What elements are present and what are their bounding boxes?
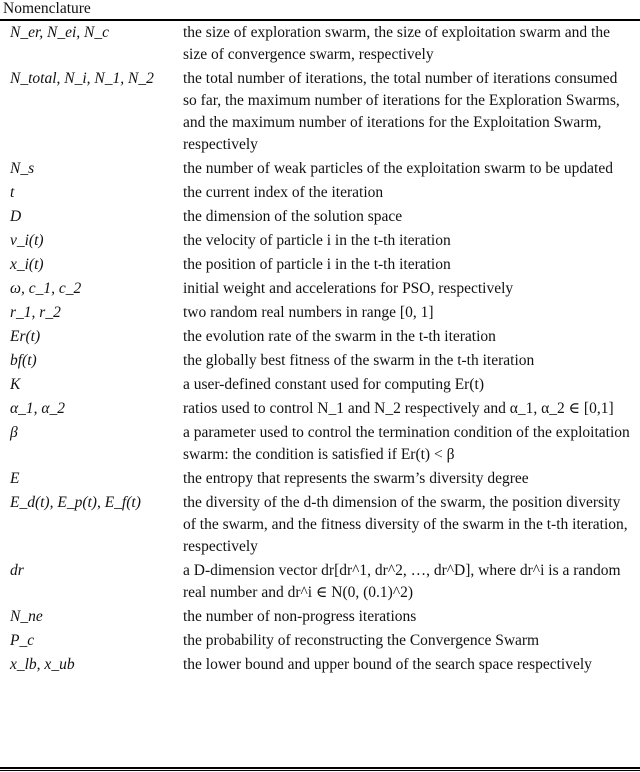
top-rule	[0, 19, 640, 21]
table-row	[0, 654, 640, 678]
description-cell: the evolution rate of the swarm in the t-th iteration	[183, 328, 496, 345]
table-row	[0, 398, 640, 422]
description-cell: the current index of the iteration	[183, 184, 384, 201]
table-row	[0, 560, 640, 606]
table-caption: Nomenclature	[3, 0, 91, 17]
description-cell: the number of non-progress iterations	[183, 608, 417, 625]
table-row	[0, 206, 640, 230]
symbol-cell: dr	[10, 562, 24, 579]
symbol-cell: D	[10, 208, 22, 225]
description-cell: initial weight and accelerations for PSO, respectively	[183, 280, 514, 297]
table-row	[0, 278, 640, 302]
bottom-rule-thin	[0, 770, 640, 771]
description-cell: the globally best fitness of the swarm in the t-th iteration	[183, 352, 535, 369]
symbol-cell: P_c	[10, 632, 35, 649]
description-cell: a user-defined constant used for computing Er(t)	[183, 376, 484, 393]
symbol-cell: β	[10, 424, 18, 441]
description-cell: the dimension of the solution space	[183, 208, 403, 225]
table-row	[0, 230, 640, 254]
table-row	[0, 422, 640, 468]
symbol-cell: N_total, N_i, N_1, N_2	[10, 70, 154, 87]
description-cell: the size of exploration swarm, the size of exploitation swarm and the size of convergence swarm, respectively	[183, 24, 610, 63]
symbol-cell: α_1, α_2	[10, 400, 66, 417]
table-row	[0, 22, 640, 68]
nomenclature-table	[0, 22, 640, 678]
symbol-cell: E	[10, 470, 20, 487]
symbol-cell: r_1, r_2	[10, 304, 61, 321]
description-cell: a D-dimension vector dr[dr^1, dr^2, …, dr^D], where dr^i is a random real number and dr^i ∈ N(0, (0.1)^2)	[183, 562, 621, 601]
symbol-cell: K	[10, 376, 21, 393]
table-row	[0, 630, 640, 654]
symbol-cell: Er(t)	[10, 328, 41, 345]
description-cell: the lower bound and upper bound of the search space respectively	[183, 656, 592, 673]
table-row	[0, 492, 640, 560]
table-row	[0, 182, 640, 206]
description-cell: two random real numbers in range [0, 1]	[183, 304, 434, 321]
symbol-cell: N_er, N_ei, N_c	[10, 24, 110, 41]
symbol-cell: bf(t)	[10, 352, 37, 369]
symbol-cell: x_i(t)	[10, 256, 44, 273]
table-row	[0, 254, 640, 278]
table-row	[0, 302, 640, 326]
symbol-cell: N_ne	[10, 608, 43, 625]
symbol-cell: E_d(t), E_p(t), E_f(t)	[10, 494, 141, 511]
symbol-cell: t	[10, 184, 15, 201]
description-cell: the probability of reconstructing the Convergence Swarm	[183, 632, 540, 649]
symbol-cell: v_i(t)	[10, 232, 44, 249]
description-cell: the number of weak particles of the exploitation swarm to be updated	[183, 160, 613, 177]
symbol-cell: ω, c_1, c_2	[10, 280, 82, 297]
symbol-cell: x_lb, x_ub	[10, 656, 75, 673]
description-cell: the total number of iterations, the total number of iterations consumed so far, the maximum number of iterations for the Exploration Swarms, and the maximum number of iterations for the Exploitation Swarm, respectively	[183, 70, 620, 153]
table-row	[0, 326, 640, 350]
description-cell: the velocity of particle i in the t-th iteration	[183, 232, 451, 249]
bottom-rule	[0, 767, 640, 769]
table-row	[0, 606, 640, 630]
description-cell: the entropy that represents the swarm’s diversity degree	[183, 470, 529, 487]
table-row	[0, 68, 640, 158]
description-cell: a parameter used to control the termination condition of the exploitation swarm: the condition is satisfied if Er(t) < β	[183, 424, 630, 463]
table-row	[0, 350, 640, 374]
table-row	[0, 374, 640, 398]
symbol-cell: N_s	[10, 160, 35, 177]
description-cell: ratios used to control N_1 and N_2 respectively and α_1, α_2 ∈ [0,1]	[183, 400, 614, 417]
table-row	[0, 158, 640, 182]
description-cell: the diversity of the d-th dimension of the swarm, the position diversity of the swarm, and the fitness diversity of the swarm in the t-th iteration, respectively	[183, 494, 628, 555]
description-cell: the position of particle i in the t-th iteration	[183, 256, 451, 273]
table-row	[0, 468, 640, 492]
